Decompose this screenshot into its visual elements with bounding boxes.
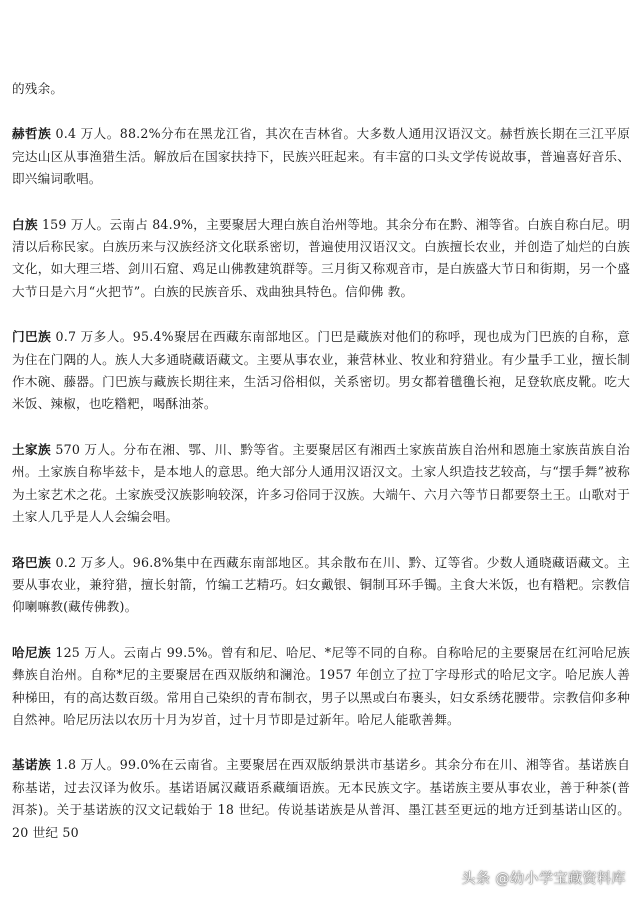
- entry-jinuo: [12, 754, 630, 844]
- entry-tujia: [12, 439, 630, 529]
- entry-text: 570 万人。分布在湘、鄂、川、黔等省。主要聚居区有湘西土家族苗族自治州和恩施土家族苗族自治州。土家族自称毕兹卡，是本地人的意思。绝大部分人通用汉语汉文。土家人织造技艺较高，与“摆手舞”被称为土家艺术之花。土家族受汉族影响较深，许多习俗同于汉族。大端午、六月六等节日都要祭土王。山歌对于土家人几乎是人人会编会唱。: [12, 441, 630, 525]
- entry-text: 1.8 万人。99.0%在云南省。主要聚居在西双版纳景洪市基诺乡。其余分布在川、湘等省。基诺族自称基诺，过去汉译为攸乐。基诺语属汉藏语系藏缅语族。无本民族文字。基诺族主要从事农业，善于种茶(普洱茶)。关于基诺族的汉文记载始于 18 世纪。传说基诺族是从普洱、墨江甚至更远的地方迁到基诺山区的。20 世纪 50: [12, 757, 630, 840]
- entry-title: 土家族: [12, 441, 51, 457]
- entry-hezhe: [12, 123, 630, 190]
- entry-text: 159 万人。云南占 84.9%，主要聚居大理白族自治州等地。其余分布在黔、湘等省。白族自称白尼。明清以后称民家。白族历来与汉族经济文化联系密切，普遍使用汉语汉文。白族擅长农业，并创造了灿烂的白族文化，如大理三塔、剑川石窟、鸡足山佛教建筑群等。三月街又称观音市，是白族盛大节日和街期，另一个盛大节日是六月“火把节”。白族的民族音乐、戏曲独具特色。信仰佛 教。: [12, 216, 630, 299]
- entry-title: 门巴族: [12, 329, 52, 345]
- entry-title: 珞巴族: [12, 554, 52, 570]
- entry-text: 0.7 万多人。95.4%聚居在西藏东南部地区。门巴是藏族对他们的称呼，现也成为门巴族的自称，意为住在门隅的人。族人大多通晓藏语藏文。主要从事农业，兼营林业、牧业和狩猎业。有少量手工业，擅长制作木碗、藤器。门巴族与藏族长期往来，生活习俗相似，关系密切。男女都着氆氇长袍，足登软底皮靴。吃大米饭、辣椒，也吃糌粑，喝酥油茶。: [12, 329, 630, 412]
- entry-text: 0.2 万多人。96.8%集中在西藏东南部地区。其余散布在川、黔、辽等省。少数人通晓藏语藏文。主要从事农业，兼狩猎，擅长射箭，竹编工艺精巧。妇女戴银、铜制耳环手镯。主食大米饭，也有糌粑。宗教信仰喇嘛教(藏传佛教)。: [12, 554, 630, 615]
- entry-hani: [12, 642, 630, 732]
- entry-title: 基诺族: [12, 757, 52, 773]
- source-watermark: 头条 @幼小学宝藏资料库: [461, 871, 626, 887]
- intro-fragment: 的残余。: [12, 81, 64, 96]
- entry-luoba: [12, 552, 630, 619]
- entry-bai: [12, 214, 630, 304]
- entry-menba: [12, 326, 630, 416]
- entry-text: 125 万人。云南占 99.5%。曾有和尼、哈尼、*尼等不同的自称。自称哈尼的主要聚居在红河哈尼族彝族自治州。自称*尼的主要聚居在西双版纳和澜沧。1957 年创立了拉丁字母形式的哈尼文字。哈尼族人善种梯田，有的高达数百级。常用自己染织的青布制衣，男子以黑或白布裹头，妇女系绣花腰带。宗教信仰多种自然神。哈尼历法以农历十月为岁首，过十月节即是过新年。哈尼人能歌善舞。: [12, 644, 630, 727]
- entry-text: 0.4 万人。88.2%分布在黑龙江省，其次在吉林省。大多数人通用汉语汉文。赫哲族长期在三江平原完达山区从事渔猎生活。解放后在国家扶持下，民族兴旺起来。有丰富的口头文学传说故事，普遍喜好音乐、即兴编词歌唱。: [12, 126, 630, 187]
- entry-title: 赫哲族: [12, 126, 52, 142]
- document-page: [12, 78, 630, 867]
- entry-title: 哈尼族: [12, 644, 51, 660]
- entry-title: 白族: [12, 216, 38, 232]
